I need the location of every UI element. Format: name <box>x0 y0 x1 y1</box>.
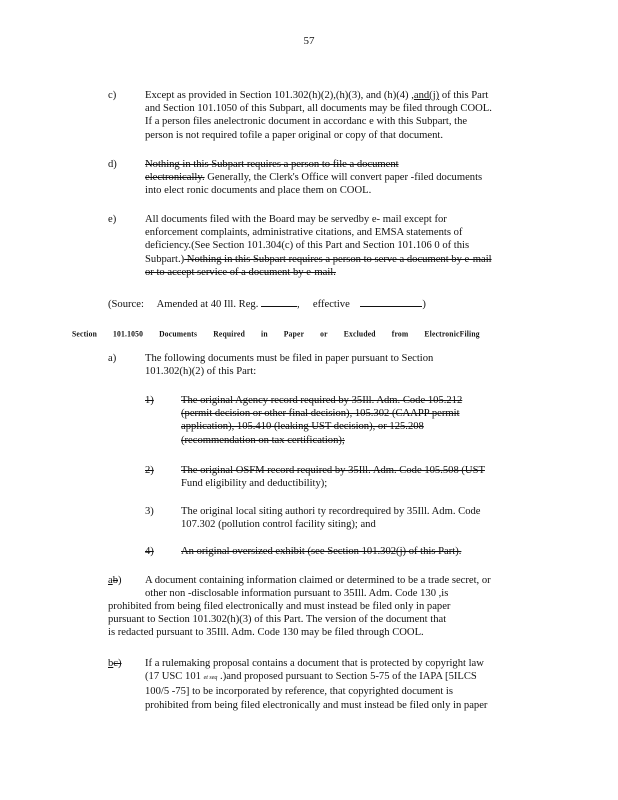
text-line: prohibited from being filed electronically and must instead be filed only in paper <box>145 699 488 711</box>
text-line: is redacted pursuant to 35Ill. Adm. Code 130 may be filed through COOL. <box>108 627 424 639</box>
paragraph-label: a) <box>108 353 117 364</box>
text-line: and Section 101.1050 of this Subpart, all documents may be filed through COOL. <box>145 103 492 115</box>
paragraph-label: c) <box>108 90 117 101</box>
deleted-text: (recommendation on tax certification); <box>181 434 345 446</box>
text-line: person is not required tofile a paper original or copy of that document. <box>145 129 444 141</box>
blank-effective-date <box>360 296 422 307</box>
paragraph-label: e) <box>108 214 117 225</box>
deleted-text: The original OSFM record required by 35Ill. Adm. Code 105.508 (UST <box>181 465 485 476</box>
text-line: Fund eligibility and deductibility); <box>181 478 328 490</box>
inserted-text: and(j) <box>413 90 440 101</box>
deleted-text: An original oversized exhibit (see Section 101.302(j) of this Part). <box>181 546 462 557</box>
deleted-text: Nothing in this Subpart requires a person to serve a document by e-mail <box>184 253 492 265</box>
text-line: 101.302(h)(2) of this Part: <box>145 366 257 378</box>
page-number: 57 <box>303 35 315 47</box>
text-line: enforcement complaints, administrative citations, and EMSA statements of <box>145 227 463 239</box>
text-line: If a rulemaking proposal contains a document that is protected by copyright law <box>145 658 484 669</box>
text-line: The original local siting authori ty recordrequired by 35Ill. Adm. Code <box>181 506 481 517</box>
text-line: other non -disclosable information pursuant to 35Ill. Adm. Code 130 ,is <box>145 588 449 600</box>
text-line: prohibited from being filed electronically and must instead be filed only in paper <box>108 601 451 612</box>
text-line: Except as provided in Section 101.302(h)(2),(h)(3), and (h)(4) ,and(j) of this Part <box>145 90 489 101</box>
text-line: (17 USC 101 et seq .)and proposed pursuant to Section 5-75 of the IAPA [5ILCS <box>145 671 477 683</box>
text-line: The following documents must be filed in paper pursuant to Section <box>145 353 434 364</box>
section-heading: Section 101.1050 Documents Required in Paper or Excluded from ElectronicFiling <box>72 328 480 339</box>
deleted-text: application), 105.410 (leaking UST decision), or 125.208 <box>181 421 424 433</box>
deleted-text: Nothing in this Subpart requires a person to file a document <box>145 159 399 170</box>
text-line: Subpart.) Nothing in this Subpart requires a person to serve a document by e-mail <box>145 253 492 265</box>
paragraph-label: d) <box>108 159 117 170</box>
deleted-text: (permit decision or other final decision), 105.302 (CAAPP permit <box>181 408 460 420</box>
text-line: All documents filed with the Board may be servedby e- mail except for <box>145 214 447 225</box>
text-line: 107.302 (pollution control facility siting); and <box>181 519 376 531</box>
text-line: 100/5 -75] to be incorporated by reference, that copyrighted document is <box>145 686 453 698</box>
source-note: (Source: Amended at 40 Ill. Reg. , effective ) <box>108 296 426 311</box>
blank-register-number <box>261 296 297 307</box>
deleted-text: or to accept service of a document by e-mail. <box>145 266 336 278</box>
paragraph-label: ab) <box>108 575 122 586</box>
subparagraph-label: 3) <box>145 506 154 517</box>
subparagraph-label: 2) <box>145 465 154 476</box>
subparagraph-label: 4) <box>145 546 154 557</box>
text-line: pursuant to Section 101.302(h)(3) of this Part. The version of the document that <box>108 614 447 626</box>
deleted-text: electronically. <box>145 172 205 184</box>
text-line: A document containing information claimed or determined to be a trade secret, or <box>145 575 491 586</box>
subparagraph-label: 1) <box>145 395 154 406</box>
deleted-text: The original Agency record required by 35Ill. Adm. Code 105.212 <box>181 395 463 406</box>
paragraph-label: bc) <box>108 658 122 669</box>
text-line: If a person files anelectronic document in accordanc e with this Subpart, the <box>145 116 468 128</box>
text-line: deficiency.(See Section 101.304(c) of this Part and Section 101.106 0 of this <box>145 240 470 252</box>
text-line: into elect ronic documents and place them on COOL. <box>145 185 372 197</box>
text-line: electronically. Generally, the Clerk's Office will convert paper -filed documents <box>145 172 483 184</box>
